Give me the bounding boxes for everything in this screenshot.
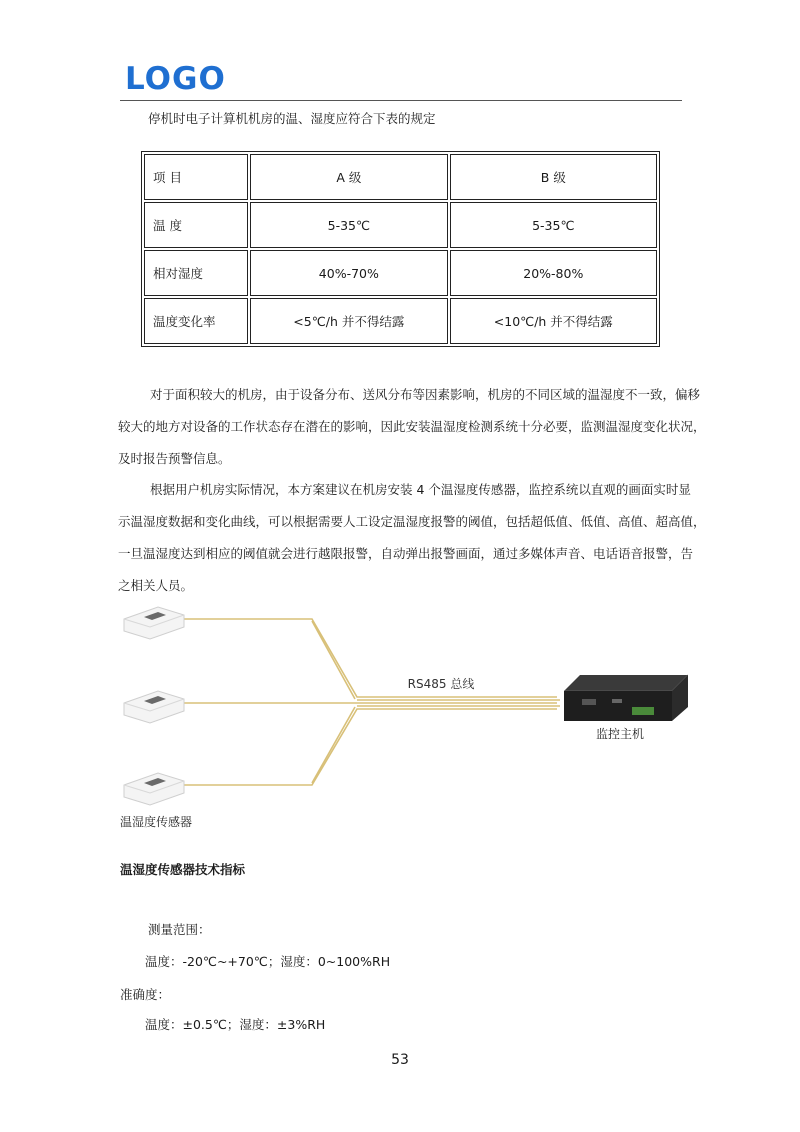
paragraph-large-room (118, 379, 706, 475)
logo: LOGO (125, 61, 226, 97)
environment-spec-table (141, 151, 660, 347)
accuracy-label: 准确度： (120, 987, 171, 1002)
table-cell: 5-35℃ (450, 202, 657, 248)
sensor-3 (124, 773, 184, 805)
page-number: 53 (391, 1052, 409, 1068)
bus-wire-upper (312, 621, 355, 699)
bus-label: RS485 总线 (407, 677, 475, 691)
paragraph-line: 较大的地方对设备的工作状态存在潜在的影响，因此安装温湿度检测系统十分必要，监测温湿度变化状况， (118, 419, 706, 434)
sensor-label: 温湿度传感器 (120, 815, 193, 829)
table-cell: <5℃/h 并不得结露 (250, 298, 448, 344)
accuracy-value: 温度：±0.5℃；湿度：±3%RH (145, 1017, 326, 1032)
sensor-1 (124, 607, 184, 639)
table-row (144, 298, 657, 344)
table-row (144, 202, 657, 248)
intro-text: 停机时电子计算机机房的温、湿度应符合下表的规定 (148, 111, 436, 126)
range-value: 温度：-20℃~+70℃；湿度：0~100%RH (145, 954, 391, 969)
bus-wire-lower (312, 707, 355, 783)
header-rule (120, 100, 682, 101)
table-cell: 温 度 (144, 202, 248, 248)
monitoring-host (564, 675, 688, 721)
paragraph-line: 示温湿度数据和变化曲线，可以根据需要人工设定温湿度报警的阈值，包括超低值、低值、高值、超高值， (118, 514, 706, 529)
paragraph-line: 对于面积较大的机房，由于设备分布、送风分布等因素影响，机房的不同区域的温湿度不一致，偏移 (150, 387, 701, 402)
table-cell: 相对湿度 (144, 250, 248, 296)
sensor-2 (124, 691, 184, 723)
range-label: 测量范围： (148, 922, 211, 937)
paragraph-line: 之相关人员。 (118, 578, 194, 593)
section-title: 温湿度传感器技术指标 (120, 862, 246, 877)
bus-wires (180, 619, 560, 785)
sensor-network-diagram (112, 595, 688, 845)
paragraph-line: 一旦温湿度达到相应的阈值就会进行越限报警，自动弹出报警画面，通过多媒体声音、电话语音报警，告 (118, 546, 694, 561)
sensor-1-wire (180, 619, 557, 697)
table-header-cell: 项 目 (144, 154, 248, 200)
table-cell: 20%-80% (450, 250, 657, 296)
table-header-cell: B 级 (450, 154, 657, 200)
sensor-3-wire (180, 709, 557, 785)
paragraph-line: 根据用户机房实际情况，本方案建议在机房安装 4 个温湿度传感器，监控系统以直观的画面实时显 (150, 482, 691, 497)
paragraph-proposal (118, 474, 706, 602)
table-cell: 5-35℃ (250, 202, 448, 248)
table-row (144, 250, 657, 296)
host-label: 监控主机 (595, 727, 645, 741)
table-header-cell: A 级 (250, 154, 448, 200)
table-cell: 温度变化率 (144, 298, 248, 344)
table-cell: <10℃/h 并不得结露 (450, 298, 657, 344)
table-cell: 40%-70% (250, 250, 448, 296)
table-header-row (144, 154, 657, 200)
paragraph-line: 及时报告预警信息。 (118, 451, 231, 466)
